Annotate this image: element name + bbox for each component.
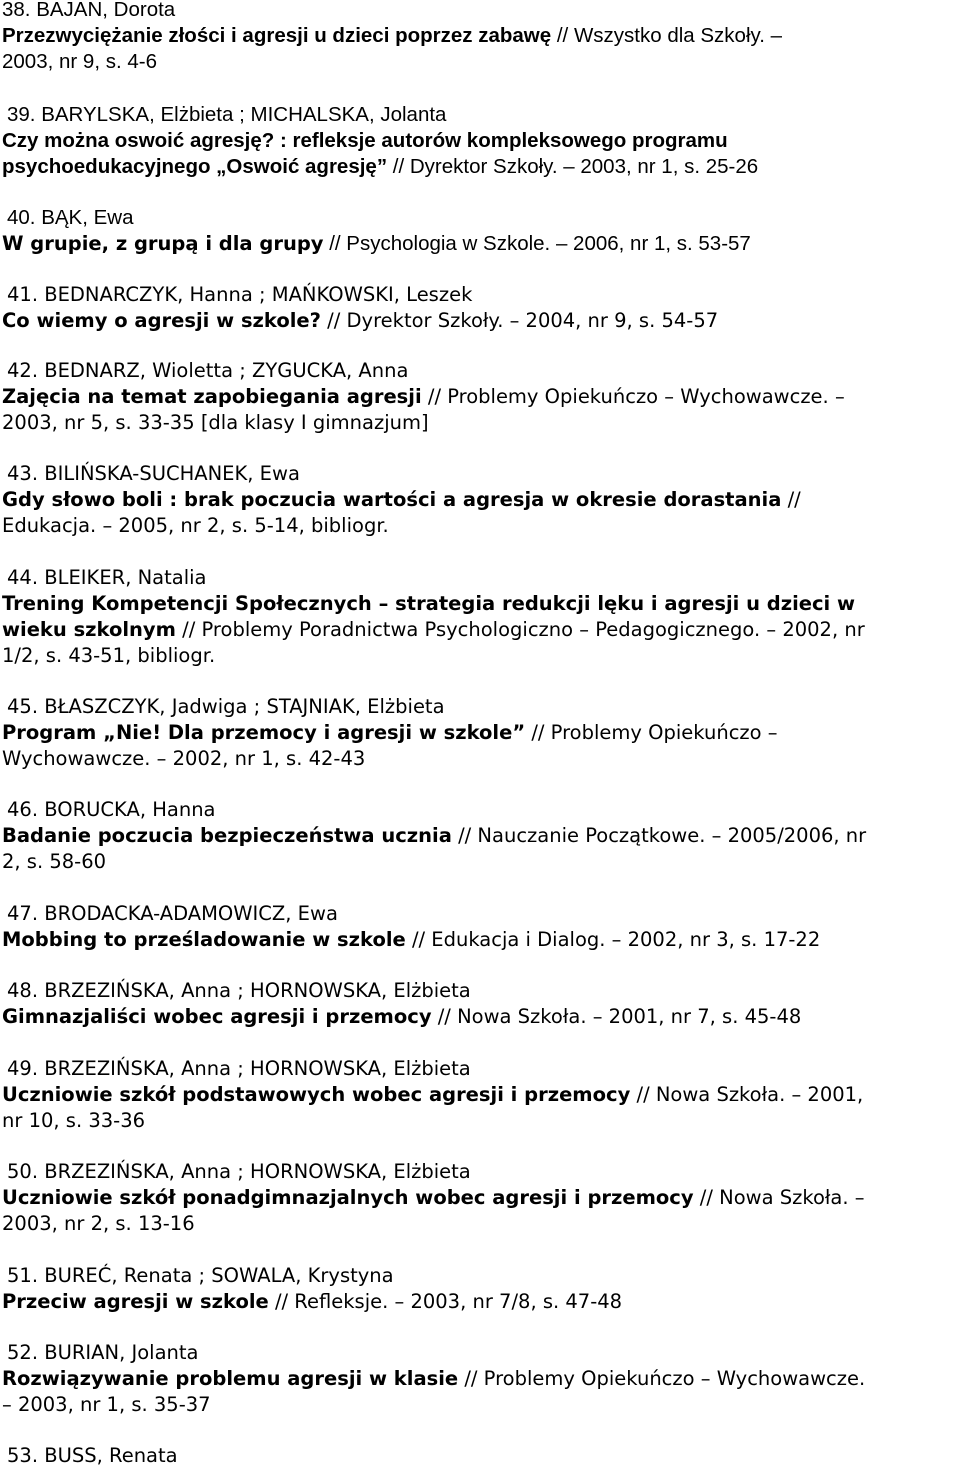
bibliography-entry — [2, 358, 958, 436]
entry-citation — [2, 823, 958, 849]
bibliography-entry — [2, 282, 958, 334]
entry-citation-continued: nr 10, s. 33-36 — [2, 1109, 146, 1132]
entry-title: W grupie, z grupą i dla grupy — [2, 232, 324, 255]
bibliography-entry — [2, 1443, 958, 1469]
entry-number: 48. — [7, 979, 39, 1002]
entry-number: 50. — [7, 1160, 39, 1183]
entry-number: 49. — [7, 1057, 39, 1080]
entry-author: BUSS, Renata — [44, 1444, 178, 1467]
entry-citation — [2, 231, 958, 257]
entry-citation-continued: 2003, nr 5, s. 33-35 [dla klasy I gimnazjum] — [2, 411, 429, 434]
bibliography-entry — [2, 565, 958, 669]
entry-citation-continued: 2, s. 58-60 — [2, 850, 107, 873]
entry-author: BRZEZIŃSKA, Anna ; HORNOWSKA, Elżbieta — [44, 979, 471, 1002]
entry-number: 40. — [7, 206, 36, 229]
entry-heading — [2, 1443, 958, 1469]
entry-number: 38. — [2, 0, 31, 21]
entry-citation — [2, 927, 958, 953]
entry-number: 51. — [7, 1264, 39, 1287]
entry-citation-continued: – 2003, nr 1, s. 35-37 — [2, 1393, 211, 1416]
entry-number: 47. — [7, 902, 39, 925]
entry-citation — [2, 384, 958, 410]
entry-title: Uczniowie szkół podstawowych wobec agresji i przemocy — [2, 1083, 631, 1106]
entry-number: 46. — [7, 798, 39, 821]
entry-source: // Nowa Szkoła. – 2001, — [630, 1083, 864, 1106]
entry-citation — [2, 1004, 958, 1030]
entry-heading — [2, 901, 958, 927]
entry-title: Rozwiązywanie problemu agresji w klasie — [2, 1367, 459, 1390]
entry-title: Program „Nie! Dla przemocy i agresji w szkole” — [2, 721, 526, 744]
entry-title: Zajęcia na temat zapobiegania agresji — [2, 385, 422, 408]
entry-author: BŁASZCZYK, Jadwiga ; STAJNIAK, Elżbieta — [44, 695, 445, 718]
bibliography-entry — [2, 1340, 958, 1418]
entry-heading — [2, 205, 958, 231]
entry-title: Uczniowie szkół ponadgimnazjalnych wobec agresji i przemocy — [2, 1186, 694, 1209]
entry-citation — [2, 720, 958, 746]
entry-number: 43. — [7, 462, 39, 485]
entry-source: // Problemy Poradnictwa Psychologiczno – Pedagogicznego. – 2002, nr — [175, 618, 865, 641]
entry-number: 41. — [7, 283, 39, 306]
bibliography-entry — [2, 901, 958, 953]
entry-citation — [2, 591, 958, 617]
entry-title: Mobbing to prześladowanie w szkole — [2, 928, 406, 951]
entry-citation — [2, 1289, 958, 1315]
entry-title: Badanie poczucia bezpieczeństwa ucznia — [2, 824, 452, 847]
entry-title: Gdy słowo boli : brak poczucia wartości a agresja w okresie dorastania — [2, 488, 782, 511]
bibliography-entry — [2, 694, 958, 772]
entry-source: // Problemy Opiekuńczo – — [525, 721, 778, 744]
entry-source: // Nowa Szkoła. – — [693, 1186, 865, 1209]
entry-citation-continued: Wychowawcze. – 2002, nr 1, s. 42-43 — [2, 747, 366, 770]
entry-author: BRZEZIŃSKA, Anna ; HORNOWSKA, Elżbieta — [44, 1160, 471, 1183]
entry-number: 45. — [7, 695, 39, 718]
entry-citation-continued: 2003, nr 2, s. 13-16 — [2, 1212, 195, 1235]
entry-title-continued: wieku szkolnym — [2, 618, 176, 641]
bibliography-entry — [2, 1159, 958, 1237]
entry-heading — [2, 565, 958, 591]
bibliography-entry — [2, 978, 958, 1030]
entry-author: BEDNARZ, Wioletta ; ZYGUCKA, Anna — [44, 359, 409, 382]
bibliography-entry — [2, 797, 958, 875]
entry-author: BRODACKA-ADAMOWICZ, Ewa — [44, 902, 338, 925]
entry-citation-continued: Edukacja. – 2005, nr 2, s. 5-14, bibliogr. — [2, 514, 389, 537]
bibliography-entry — [2, 1263, 958, 1315]
bibliography-entry — [2, 1056, 958, 1134]
entry-source: // Problemy Opiekuńczo – Wychowawcze. – — [421, 385, 845, 408]
entry-author: BEDNARCZYK, Hanna ; MAŃKOWSKI, Leszek — [44, 283, 473, 306]
entry-citation — [2, 128, 958, 154]
entry-heading — [2, 1263, 958, 1289]
entry-author: BUREĆ, Renata ; SOWALA, Krystyna — [44, 1264, 394, 1287]
entry-title: Przeciw agresji w szkole — [2, 1290, 269, 1313]
entry-author: BĄK, Ewa — [41, 206, 134, 229]
entry-citation-continued — [2, 617, 958, 643]
entry-author: BURIAN, Jolanta — [44, 1341, 199, 1364]
entry-source: // Dyrektor Szkoły. – 2004, nr 9, s. 54-57 — [320, 309, 719, 332]
entry-source: // Psychologia w Szkole. – 2006, nr 1, s. 53-57 — [323, 232, 751, 255]
entry-source: // Problemy Opiekuńczo – Wychowawcze. — [458, 1367, 866, 1390]
entry-title: Co wiemy o agresji w szkole? — [2, 309, 321, 332]
entry-heading — [2, 1159, 958, 1185]
entry-heading — [2, 797, 958, 823]
entry-citation — [2, 1185, 958, 1211]
entry-heading — [2, 1056, 958, 1082]
entry-author: BAJAN, Dorota — [36, 0, 176, 21]
entry-number: 52. — [7, 1341, 39, 1364]
entry-source: // Nowa Szkoła. – 2001, nr 7, s. 45-48 — [431, 1005, 802, 1028]
entry-source: // — [781, 488, 801, 511]
entry-heading — [2, 978, 958, 1004]
entry-title: Gimnazjaliści wobec agresji i przemocy — [2, 1005, 432, 1028]
entry-author: BORUCKA, Hanna — [44, 798, 216, 821]
bibliography-entry — [2, 461, 958, 539]
entry-heading — [2, 1340, 958, 1366]
entry-heading — [2, 694, 958, 720]
entry-citation — [2, 487, 958, 513]
entry-heading — [2, 0, 958, 23]
entry-title: Przezwyciężanie złości i agresji u dzieci poprzez zabawę — [2, 24, 552, 47]
entry-citation — [2, 1366, 958, 1392]
entry-title: Trening Kompetencji Społecznych – strategia redukcji lęku i agresji u dzieci w — [2, 592, 856, 615]
entry-citation-continued — [2, 154, 958, 180]
entry-source: // Wszystko dla Szkoły. – — [551, 24, 783, 47]
entry-number: 44. — [7, 566, 39, 589]
entry-title-continued: psychoedukacyjnego „Oswoić agresję” — [2, 155, 388, 178]
entry-citation-continued: 2003, nr 9, s. 4-6 — [2, 50, 157, 73]
entry-source: // Dyrektor Szkoły. – 2003, nr 1, s. 25-26 — [387, 155, 759, 178]
entry-title: Czy można oswoić agresję? : refleksje autorów kompleksowego programu — [2, 129, 728, 152]
entry-author: BLEIKER, Natalia — [44, 566, 207, 589]
entry-number: 53. — [7, 1444, 39, 1467]
entry-source: // Edukacja i Dialog. – 2002, nr 3, s. 17-22 — [405, 928, 821, 951]
entry-heading — [2, 358, 958, 384]
entry-number: 39. — [7, 103, 36, 126]
entry-citation-continued: 1/2, s. 43-51, bibliogr. — [2, 644, 216, 667]
entry-source: // Refleksje. – 2003, nr 7/8, s. 47-48 — [268, 1290, 623, 1313]
entry-citation — [2, 23, 958, 49]
entry-heading — [2, 461, 958, 487]
bibliography-entry — [2, 0, 958, 75]
bibliography-entry — [2, 102, 958, 180]
entry-source: // Nauczanie Początkowe. – 2005/2006, nr — [451, 824, 867, 847]
entry-author: BILIŃSKA-SUCHANEK, Ewa — [44, 462, 300, 485]
bibliography-entry — [2, 205, 958, 257]
entry-heading — [2, 282, 958, 308]
entry-author: BRZEZIŃSKA, Anna ; HORNOWSKA, Elżbieta — [44, 1057, 471, 1080]
entry-number: 42. — [7, 359, 39, 382]
entry-citation — [2, 308, 958, 334]
entry-citation — [2, 1082, 958, 1108]
entry-heading — [2, 102, 958, 128]
entry-author: BARYLSKA, Elżbieta ; MICHALSKA, Jolanta — [41, 103, 447, 126]
